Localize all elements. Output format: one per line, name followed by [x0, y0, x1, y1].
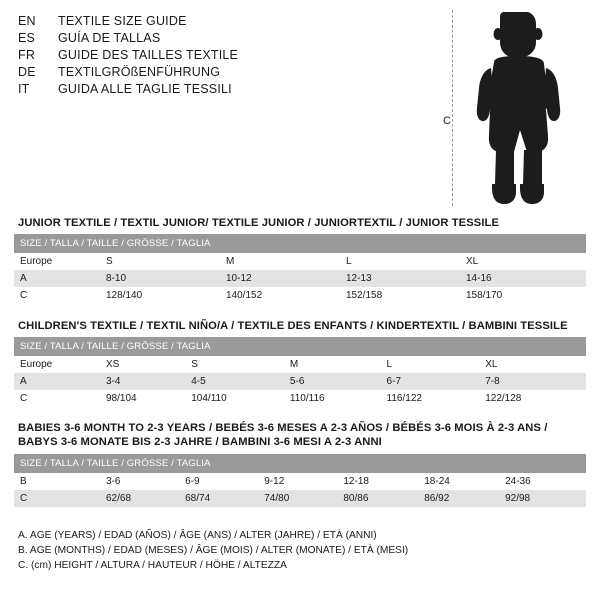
cell: 3-6 [106, 476, 121, 487]
cell: 152/158 [346, 290, 383, 301]
cell: 6-9 [185, 476, 200, 487]
row-label: A [14, 373, 106, 390]
cell: S [106, 256, 113, 267]
cell: 7-8 [485, 373, 586, 390]
cell: 92/98 [505, 490, 586, 507]
table-children [14, 337, 586, 407]
table-row [14, 253, 586, 270]
cell: 6-7 [387, 373, 486, 390]
language-row [18, 82, 438, 96]
cell: 122/128 [485, 393, 522, 404]
table-row [14, 270, 586, 287]
row-label: C [20, 290, 28, 301]
table-babies [14, 454, 586, 507]
cell: 68/74 [185, 490, 264, 507]
cell: L [386, 359, 393, 370]
footnote-b: B. AGE (MONTHS) / EDAD (MESES) / ÂGE (MOIS) / ALTER (MONATE) / ETÀ (MESI) [18, 545, 409, 556]
cell: 158/170 [466, 290, 503, 301]
language-code: FR [18, 48, 36, 62]
cell: 4-5 [191, 373, 290, 390]
table-row [14, 473, 586, 490]
language-row [18, 31, 438, 45]
section-title-babies-line2: BABYS 3-6 MONATE BIS 2-3 JAHRE / BAMBINI 3-6 MESI A 2-3 ANNI [18, 436, 382, 448]
cell: S [191, 359, 198, 370]
language-title: GUÍA DE TALLAS [58, 31, 161, 45]
table-header-label: SIZE / TALLA / TAILLE / GRÖSSE / TAGLIA [14, 337, 586, 356]
cell: M [289, 359, 299, 370]
language-row [18, 14, 438, 28]
row-label: A [14, 270, 106, 287]
cell: XS [106, 359, 120, 370]
cell: 104/110 [191, 393, 227, 404]
table-header-row [14, 337, 586, 356]
language-code: EN [18, 14, 36, 28]
language-row [18, 65, 438, 79]
table-row [14, 490, 586, 507]
cell: 9-12 [264, 476, 285, 487]
footnotes [18, 528, 408, 573]
cell: 80/86 [343, 490, 424, 507]
cell: 8-10 [106, 270, 226, 287]
table-row [14, 287, 586, 304]
cell: 14-16 [466, 270, 586, 287]
measure-label-c: C [443, 115, 451, 127]
cell: XL [485, 359, 498, 370]
cell: 62/68 [106, 490, 185, 507]
table-header-row [14, 234, 586, 253]
table-row [14, 390, 586, 407]
row-label: C [14, 490, 106, 507]
cell: 3-4 [106, 373, 191, 390]
language-header [18, 14, 438, 99]
cell: XL [466, 256, 479, 267]
language-title: TEXTILE SIZE GUIDE [58, 14, 187, 28]
row-label: Europe [20, 359, 53, 370]
section-title-children: CHILDREN'S TEXTILE / TEXTIL NIÑO/A / TEXTILE DES ENFANTS / KINDERTEXTIL / BAMBINI TESSILE [18, 320, 568, 332]
cell: 74/80 [264, 490, 343, 507]
cell: 12-13 [346, 270, 466, 287]
cell: M [226, 256, 235, 267]
cell: 116/122 [386, 393, 422, 404]
row-label: C [20, 393, 28, 404]
table-row [14, 356, 586, 373]
section-title-babies-line1: BABIES 3-6 MONTH TO 2-3 YEARS / BEBÉS 3-6 MESES A 2-3 AÑOS / BÉBÉS 3-6 MOIS À 2-3 ANS / [18, 422, 548, 434]
cell: 5-6 [290, 373, 387, 390]
cell: 86/92 [424, 490, 505, 507]
cell: 98/104 [106, 393, 137, 404]
table-junior [14, 234, 586, 304]
language-code: IT [18, 82, 30, 96]
cell: 12-18 [343, 476, 369, 487]
cell: 110/116 [289, 393, 325, 404]
measure-guide-line [452, 10, 453, 206]
cell: 24-36 [505, 476, 531, 487]
language-title: TEXTILGRÖßENFÜHRUNG [58, 65, 221, 79]
language-title: GUIDE DES TAILLES TEXTILE [58, 48, 239, 62]
cell: 18-24 [424, 476, 450, 487]
language-row [18, 48, 438, 62]
table-row [14, 373, 586, 390]
cell: 10-12 [226, 270, 346, 287]
cell: 128/140 [106, 290, 143, 301]
language-code: ES [18, 31, 36, 45]
section-title-junior: JUNIOR TEXTILE / TEXTIL JUNIOR/ TEXTILE JUNIOR / JUNIORTEXTIL / JUNIOR TESSILE [18, 217, 500, 229]
language-title: GUIDA ALLE TAGLIE TESSILI [58, 82, 232, 96]
language-code: DE [18, 65, 36, 79]
table-header-label: SIZE / TALLA / TAILLE / GRÖSSE / TAGLIA [14, 234, 586, 253]
row-label: B [20, 476, 27, 487]
table-header-label: SIZE / TALLA / TAILLE / GRÖSSE / TAGLIA [14, 454, 586, 473]
cell: L [346, 256, 352, 267]
section-title-babies [18, 421, 547, 449]
footnote-a: A. AGE (YEARS) / EDAD (AÑOS) / ÂGE (ANS) / ALTER (JAHRE) / ETÀ (ANNI) [18, 530, 377, 541]
measurement-figure [434, 8, 574, 208]
table-header-row [14, 454, 586, 473]
cell: 140/152 [226, 290, 263, 301]
footnote-c: C. (cm) HEIGHT / ALTURA / HAUTEUR / HÖHE / ALTEZZA [18, 560, 287, 571]
baby-silhouette-icon [470, 12, 566, 208]
row-label: Europe [20, 256, 53, 267]
